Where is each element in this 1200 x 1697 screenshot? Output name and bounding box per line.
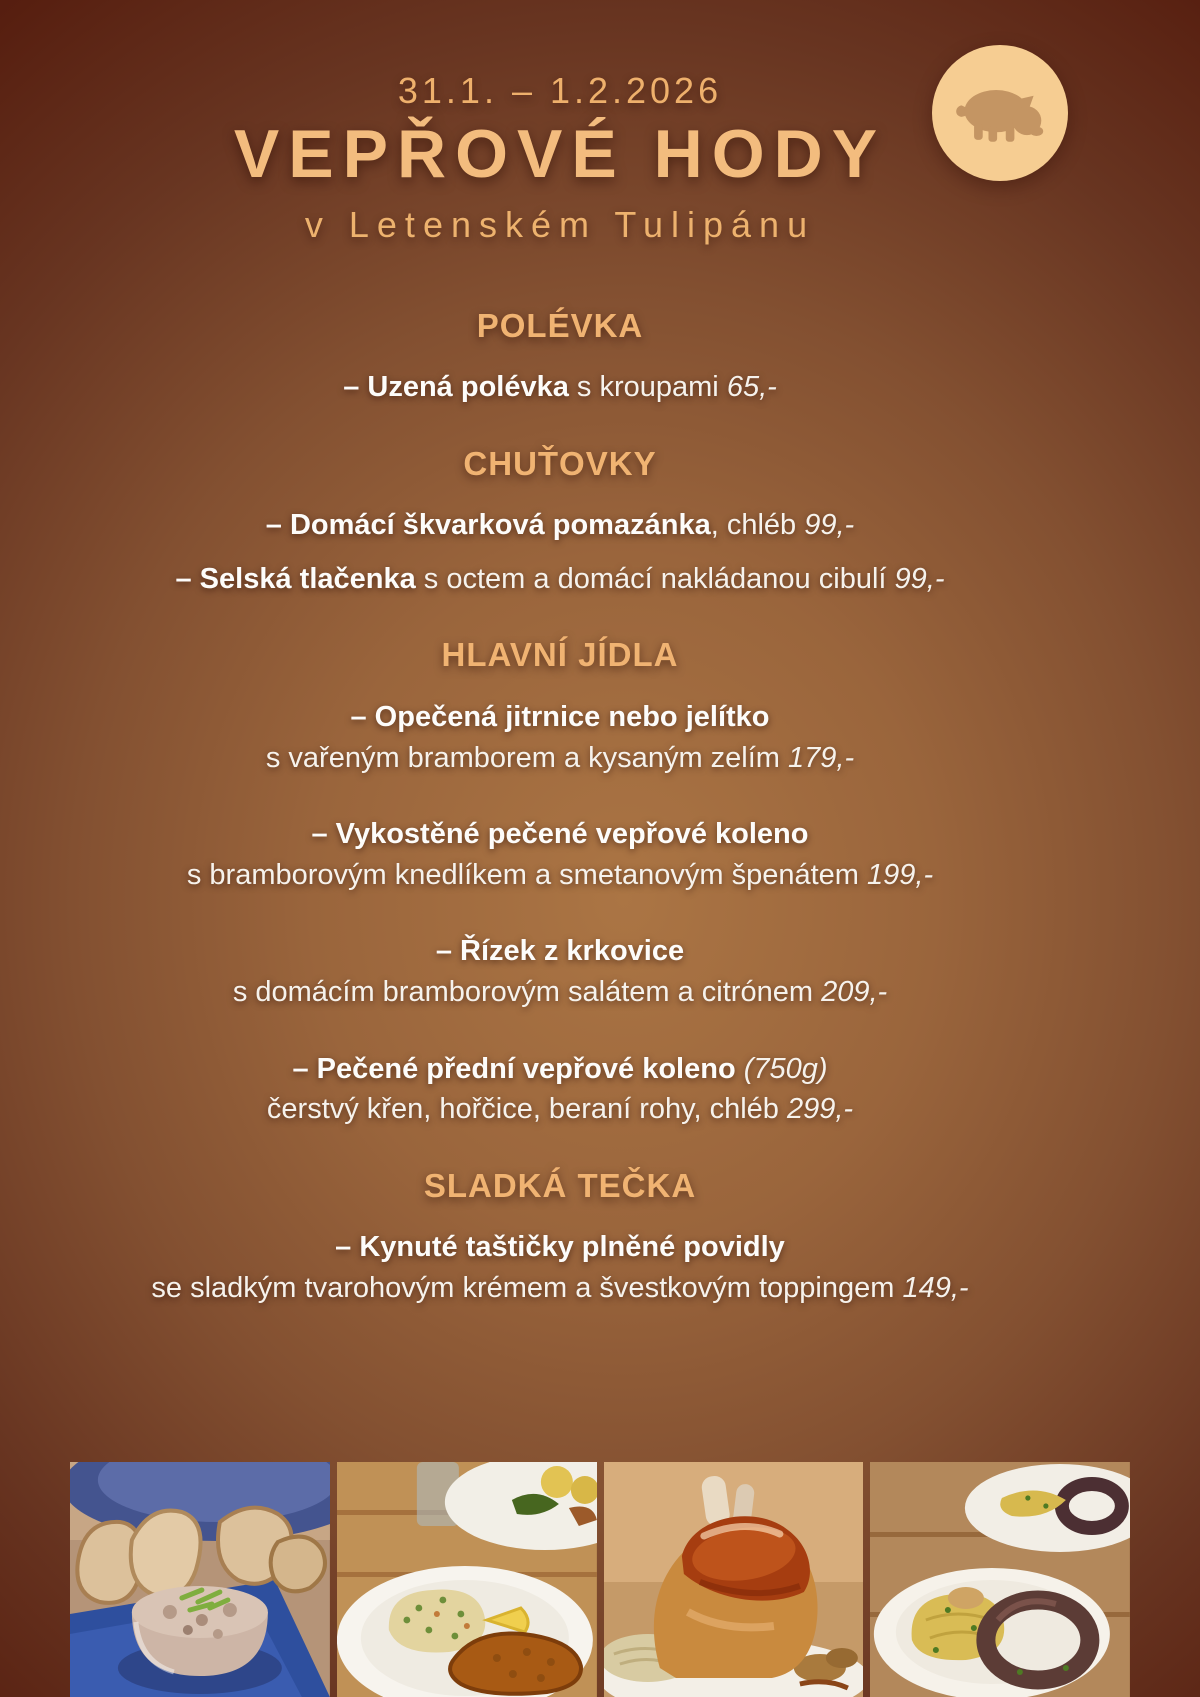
item-price: 179,- (788, 741, 855, 774)
venue-subtitle: v Letenském Tulipánu (304, 204, 816, 246)
item-price: (750g) (743, 1052, 828, 1085)
item-price: 65,- (726, 371, 777, 404)
item-price: 199,- (867, 858, 934, 891)
item-description: s octem a domácí nakládanou cibulí (415, 562, 895, 595)
item-description: se sladkým tvarohovým krémem a švestkovým toppingem (151, 1272, 903, 1304)
menu-item (0, 931, 1120, 1012)
menu-item-line (0, 367, 1120, 408)
item-description: , chléb (710, 509, 805, 542)
item-price: 209,- (821, 976, 888, 1009)
menu-section (0, 306, 1120, 408)
date-range: 31.1. – 1.2.2026 (397, 70, 723, 111)
menu-item-line (0, 505, 1120, 546)
page-title: VEPŘOVÉ HODY (233, 116, 887, 193)
menu-item-line (0, 972, 1120, 1013)
item-description: čerstvý křen, hořčice, beraní rohy, chléb (266, 1093, 787, 1126)
item-name: – Pečené přední vepřové koleno (292, 1052, 744, 1085)
item-description: s domácím bramborovým salátem a citrónem (232, 976, 822, 1009)
pig-icon (952, 78, 1048, 148)
menu-section (0, 635, 1120, 1129)
section-heading: HLAVNÍ JÍDLA (441, 636, 679, 674)
item-description: s bramborovým knedlíkem a smetanovým špenátem (186, 858, 868, 891)
item-price: 99,- (894, 562, 945, 595)
pig-badge (932, 45, 1068, 181)
item-price: 99,- (804, 509, 855, 542)
menu-item (0, 559, 1120, 600)
menu-item-line (0, 1268, 1120, 1309)
item-name: – Kynuté taštičky plněné povidly (335, 1231, 785, 1264)
menu-item-line (0, 1049, 1120, 1090)
menu-section (0, 444, 1120, 600)
item-name: – Opečená jitrnice nebo jelítko (350, 701, 770, 734)
item-name: – Řízek z krkovice (435, 935, 685, 968)
item-name: – Uzená polévka (343, 371, 569, 404)
section-heading: CHUŤOVKY (463, 444, 657, 482)
photo-pecene-veprove-koleno (604, 1462, 864, 1697)
photo-skvarkova-pomazanka (70, 1462, 330, 1697)
photo-rizek-s-bramborovym-salatem (337, 1462, 597, 1697)
menu-item-line (0, 931, 1120, 972)
photo-jelito-se-zelim (870, 1462, 1130, 1697)
item-name: – Domácí škvarková pomazánka (265, 509, 711, 542)
item-name: – Selská tlačenka (175, 562, 416, 595)
photo-strip (70, 1462, 1130, 1697)
menu-item-line (0, 1227, 1120, 1268)
section-heading: SLADKÁ TEČKA (423, 1166, 697, 1204)
menu-item-line (0, 738, 1120, 779)
section-heading: POLÉVKA (476, 306, 644, 344)
menu-item (0, 814, 1120, 895)
item-price: 149,- (902, 1272, 969, 1304)
menu-item (0, 697, 1120, 778)
item-description: s vařeným bramborem a kysaným zelím (265, 741, 789, 774)
item-description: s kroupami (568, 371, 727, 404)
menu-item (0, 1049, 1120, 1130)
menu-item (0, 1227, 1120, 1308)
menu-item-line (0, 697, 1120, 738)
menu-item (0, 367, 1120, 408)
menu-item-line (0, 814, 1120, 855)
menu-item-line (0, 559, 1120, 600)
menu-section (0, 1166, 1120, 1309)
menu-item (0, 505, 1120, 546)
menu-sections (0, 306, 1120, 1309)
menu-item-line (0, 855, 1120, 896)
item-price: 299,- (786, 1093, 854, 1126)
item-name: – Vykostěné pečené vepřové koleno (311, 818, 809, 851)
menu-item-line (0, 1089, 1120, 1130)
